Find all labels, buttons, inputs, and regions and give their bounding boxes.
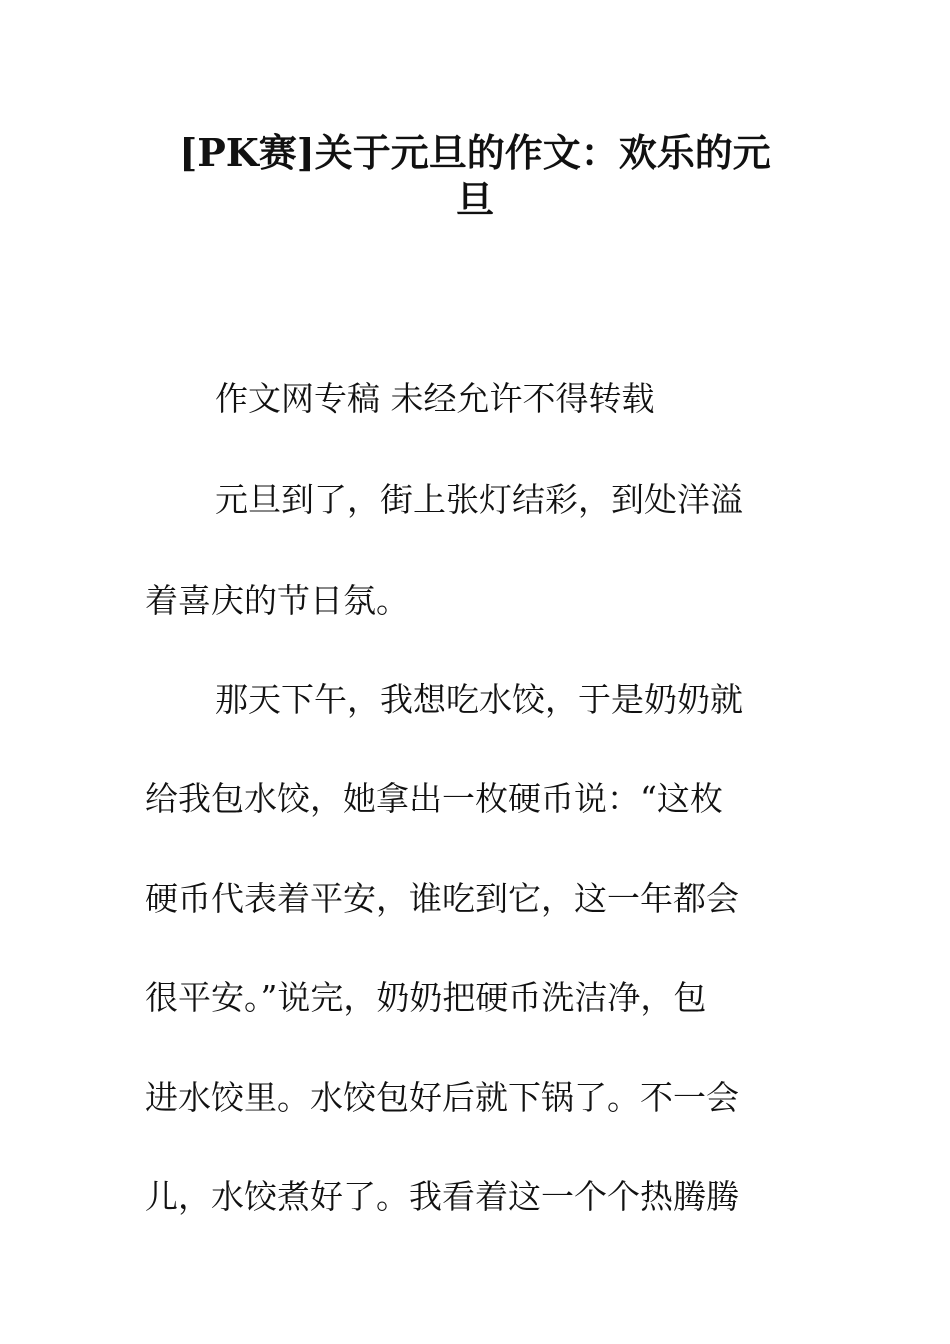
paragraph-line: 着喜庆的节日氛。 bbox=[145, 581, 409, 620]
paragraph-line: 很平安。”说完，奶奶把硬币洗洁净，包 bbox=[145, 978, 707, 1017]
paragraph-line: 进水饺里。水饺包好后就下锅了。不一会 bbox=[145, 1078, 739, 1117]
paragraph-line: 儿，水饺煮好了。我看着这一个个热腾腾 bbox=[145, 1177, 739, 1216]
document-title-line-2: 旦 bbox=[455, 177, 494, 222]
paragraph-line: 给我包水饺，她拿出一枚硬币说：“这枚 bbox=[145, 779, 723, 818]
paragraph-line: 那天下午，我想吃水饺，于是奶奶就 bbox=[215, 680, 743, 719]
paragraph-line: 硬币代表着平安，谁吃到它，这一年都会 bbox=[145, 879, 739, 918]
document-title-line-1: [PK赛]关于元旦的作文：欢乐的元 bbox=[179, 130, 771, 175]
paragraph-line: 元旦到了，街上张灯结彩，到处洋溢 bbox=[215, 480, 743, 519]
byline: 作文网专稿 未经允许不得转载 bbox=[215, 379, 655, 418]
